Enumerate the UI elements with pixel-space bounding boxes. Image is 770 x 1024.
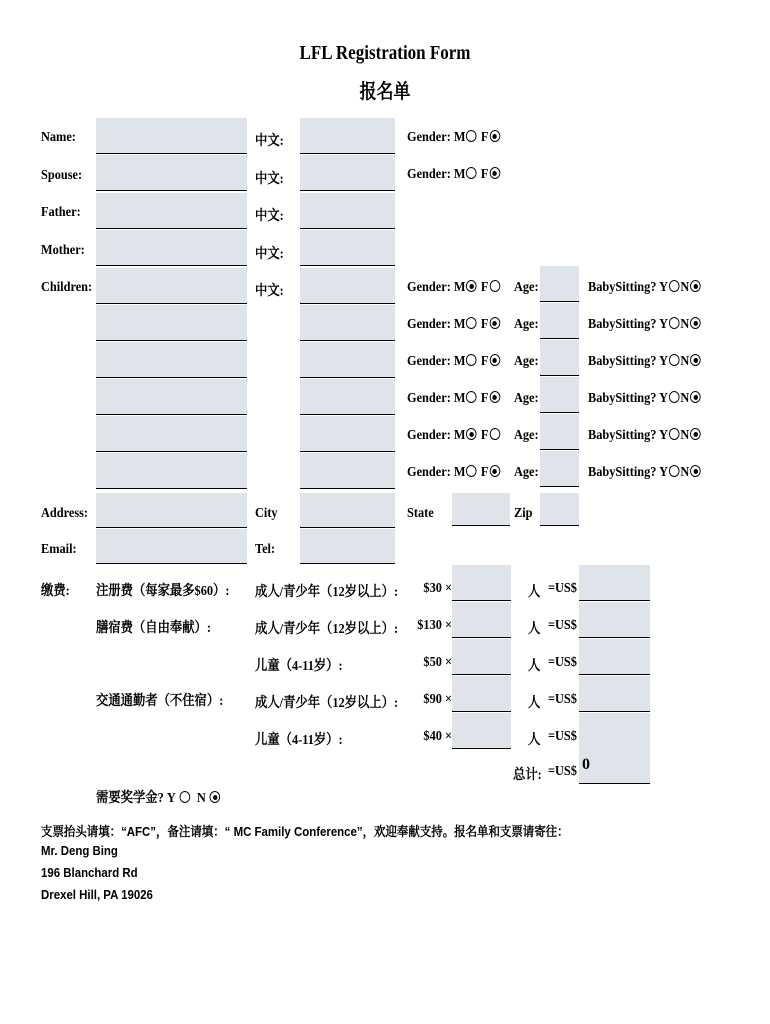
babysitting-n-radio[interactable] bbox=[690, 280, 701, 292]
babysitting-label: BabySitting? bbox=[588, 428, 657, 443]
fee-category-label: 儿童（4-11岁）: bbox=[255, 659, 343, 674]
age-label: Age: bbox=[514, 465, 539, 480]
babysitting-n-radio[interactable] bbox=[690, 465, 701, 477]
fee-price: $90 × bbox=[423, 692, 452, 707]
gender-m-label: M bbox=[453, 280, 466, 295]
babysitting-label: BabySitting? bbox=[588, 391, 657, 406]
tel-field[interactable] bbox=[300, 529, 395, 564]
babysitting-label: BabySitting? bbox=[588, 465, 657, 480]
babysitting-group bbox=[588, 280, 702, 296]
fee-person-label: 人 bbox=[528, 696, 541, 711]
babysitting-group bbox=[588, 317, 702, 333]
father-chinese-label: 中文: bbox=[255, 209, 284, 224]
children-chinese-label: 中文: bbox=[255, 284, 284, 299]
fee-equals-label: =US$ bbox=[548, 581, 577, 596]
babysitting-y-radio[interactable] bbox=[669, 465, 680, 477]
city-field[interactable] bbox=[300, 493, 395, 528]
footer-note: 支票抬头请填：“AFC”，备注请填：“ MC Family Conference”，欢迎奉献支持。报名单和支票请寄往： bbox=[41, 824, 569, 839]
fee-category-label: 成人/青少年（12岁以上）: bbox=[255, 585, 399, 600]
total-equals: =US$ bbox=[548, 764, 577, 779]
fee-amount-field[interactable] bbox=[579, 639, 650, 675]
mailing-name: Mr. Deng Bing bbox=[41, 843, 118, 858]
babysitting-label: BabySitting? bbox=[588, 317, 657, 332]
gender-f-radio[interactable] bbox=[489, 391, 500, 403]
fee-person-label: 人 bbox=[528, 622, 541, 637]
fee-equals-label: =US$ bbox=[548, 655, 577, 670]
fee-category-label: 儿童（4-11岁）: bbox=[255, 733, 343, 748]
child-chinese-field[interactable] bbox=[300, 416, 395, 452]
fee-category-label: 成人/青少年（12岁以上）: bbox=[255, 622, 399, 637]
babysitting-label: BabySitting? bbox=[588, 354, 657, 369]
gender-label: Gender: bbox=[407, 317, 451, 332]
babysitting-n-radio[interactable] bbox=[690, 428, 701, 440]
city-label: City bbox=[255, 506, 278, 521]
age-label: Age: bbox=[514, 317, 539, 332]
child-gender-group bbox=[407, 465, 501, 481]
babysitting-n-label: N bbox=[680, 428, 690, 443]
gender-f-radio[interactable] bbox=[489, 280, 500, 292]
babysitting-n-label: N bbox=[680, 391, 690, 406]
fee-amount-field[interactable] bbox=[579, 565, 650, 601]
gender-f-radio[interactable] bbox=[489, 130, 500, 142]
child-age-field[interactable] bbox=[540, 451, 579, 487]
scholarship-y-radio[interactable] bbox=[179, 791, 190, 803]
child-age-field[interactable] bbox=[540, 266, 579, 302]
name-gender-group bbox=[407, 130, 501, 146]
babysitting-y-label: Y bbox=[659, 465, 669, 480]
gender-f-label: F bbox=[480, 428, 489, 443]
gender-m-radio[interactable] bbox=[466, 167, 477, 179]
fee-count-field[interactable] bbox=[452, 676, 511, 712]
child-gender-group bbox=[407, 280, 501, 296]
gender-label: Gender: bbox=[407, 354, 451, 369]
babysitting-n-radio[interactable] bbox=[690, 317, 701, 329]
child-age-field[interactable] bbox=[540, 340, 579, 376]
name-chinese-label: 中文: bbox=[255, 134, 284, 149]
gender-f-radio[interactable] bbox=[489, 317, 500, 329]
total-label: 总计: bbox=[513, 768, 542, 783]
spouse-field[interactable] bbox=[96, 155, 247, 191]
age-label: Age: bbox=[514, 354, 539, 369]
fee-person-label: 人 bbox=[528, 585, 541, 600]
fees-label: 缴费: bbox=[41, 584, 70, 599]
fee-category-label: 成人/青少年（12岁以上）: bbox=[255, 696, 399, 711]
gender-label: Gender: bbox=[407, 167, 451, 182]
mother-chinese-label: 中文: bbox=[255, 247, 284, 262]
mailing-city: Drexel Hill, PA 19026 bbox=[41, 887, 153, 902]
form-subtitle: 报名单 bbox=[359, 81, 411, 103]
babysitting-y-radio[interactable] bbox=[669, 317, 680, 329]
gender-label: Gender: bbox=[407, 428, 451, 443]
fee-amount-field[interactable] bbox=[579, 676, 650, 712]
babysitting-y-label: Y bbox=[659, 391, 669, 406]
gender-m-label: M bbox=[453, 465, 466, 480]
gender-label: Gender: bbox=[407, 280, 451, 295]
fee-equals-label: =US$ bbox=[548, 692, 577, 707]
babysitting-y-radio[interactable] bbox=[669, 354, 680, 366]
mother-field[interactable] bbox=[96, 230, 247, 266]
child-age-field[interactable] bbox=[540, 303, 579, 339]
gender-m-radio[interactable] bbox=[466, 354, 477, 366]
child-chinese-field[interactable] bbox=[300, 453, 395, 489]
fee-equals-label: =US$ bbox=[548, 618, 577, 633]
child-chinese-field[interactable] bbox=[300, 379, 395, 415]
age-label: Age: bbox=[514, 428, 539, 443]
gender-f-label: F bbox=[480, 130, 489, 145]
state-label: State bbox=[407, 506, 434, 521]
gender-f-label: F bbox=[480, 354, 489, 369]
address-field[interactable] bbox=[96, 493, 247, 528]
fee-equals-label: =US$ bbox=[548, 729, 577, 744]
fee-price: $130 × bbox=[417, 618, 452, 633]
gender-f-radio[interactable] bbox=[489, 428, 500, 440]
gender-m-radio[interactable] bbox=[466, 317, 477, 329]
child-chinese-field[interactable] bbox=[300, 305, 395, 341]
child-gender-group bbox=[407, 428, 501, 444]
gender-f-radio[interactable] bbox=[489, 167, 500, 179]
gender-m-label: M bbox=[453, 354, 466, 369]
child-age-field[interactable] bbox=[540, 414, 579, 450]
age-label: Age: bbox=[514, 391, 539, 406]
age-label: Age: bbox=[514, 280, 539, 295]
babysitting-n-label: N bbox=[680, 465, 690, 480]
gender-m-label: M bbox=[453, 428, 466, 443]
children-label: Children: bbox=[41, 280, 93, 295]
babysitting-group bbox=[588, 428, 702, 444]
zip-label: Zip bbox=[514, 506, 533, 521]
gender-f-label: F bbox=[480, 465, 489, 480]
babysitting-n-label: N bbox=[680, 317, 690, 332]
babysitting-n-radio[interactable] bbox=[690, 391, 701, 403]
babysitting-y-radio[interactable] bbox=[669, 428, 680, 440]
email-label: Email: bbox=[41, 542, 77, 557]
registration-fee-label: 注册费（每家最多$60）: bbox=[96, 584, 230, 599]
fee-person-label: 人 bbox=[528, 659, 541, 674]
mother-label: Mother: bbox=[41, 243, 85, 258]
babysitting-group bbox=[588, 354, 702, 370]
child-age-field[interactable] bbox=[540, 377, 579, 413]
address-label: Address: bbox=[41, 506, 89, 521]
babysitting-group bbox=[588, 391, 702, 407]
gender-m-label: M bbox=[453, 391, 466, 406]
spouse-gender-group bbox=[407, 167, 501, 183]
gender-f-radio[interactable] bbox=[489, 465, 500, 477]
fee-count-field[interactable] bbox=[452, 713, 511, 749]
gender-f-radio[interactable] bbox=[489, 354, 500, 366]
child-name-field[interactable] bbox=[96, 416, 247, 452]
babysitting-n-label: N bbox=[680, 280, 690, 295]
babysitting-n-label: N bbox=[680, 354, 690, 369]
child-chinese-field[interactable] bbox=[300, 268, 395, 304]
name-label: Name: bbox=[41, 130, 76, 145]
gender-f-label: F bbox=[480, 317, 489, 332]
babysitting-y-label: Y bbox=[659, 317, 669, 332]
total-field[interactable] bbox=[579, 748, 650, 784]
father-field[interactable] bbox=[96, 193, 247, 229]
gender-m-label: M bbox=[453, 130, 466, 145]
transport-fee-label: 交通通勤者（不住宿）: bbox=[96, 694, 224, 709]
gender-m-radio[interactable] bbox=[466, 391, 477, 403]
father-label: Father: bbox=[41, 205, 81, 220]
fee-amount-field[interactable] bbox=[579, 602, 650, 638]
babysitting-y-label: Y bbox=[659, 354, 669, 369]
scholarship-n-radio[interactable] bbox=[210, 791, 221, 803]
scholarship-n-label: N bbox=[196, 791, 206, 806]
gender-m-radio[interactable] bbox=[466, 130, 477, 142]
fee-price: $50 × bbox=[423, 655, 452, 670]
father-chinese-field[interactable] bbox=[300, 193, 395, 229]
fee-price: $30 × bbox=[423, 581, 452, 596]
gender-m-label: M bbox=[453, 317, 466, 332]
fee-count-field[interactable] bbox=[452, 565, 511, 601]
form-title: LFL Registration Form bbox=[299, 42, 471, 64]
spouse-chinese-field[interactable] bbox=[300, 155, 395, 191]
gender-label: Gender: bbox=[407, 391, 451, 406]
babysitting-group bbox=[588, 465, 702, 481]
total-value: 0 bbox=[582, 756, 590, 773]
email-field[interactable] bbox=[96, 529, 247, 564]
gender-m-label: M bbox=[453, 167, 466, 182]
gender-m-radio[interactable] bbox=[466, 428, 477, 440]
fee-person-label: 人 bbox=[528, 733, 541, 748]
child-chinese-field[interactable] bbox=[300, 342, 395, 378]
child-name-field[interactable] bbox=[96, 342, 247, 378]
child-name-field[interactable] bbox=[96, 379, 247, 415]
gender-m-radio[interactable] bbox=[466, 465, 477, 477]
gender-f-label: F bbox=[480, 391, 489, 406]
zip-field[interactable] bbox=[540, 493, 579, 526]
name-chinese-field[interactable] bbox=[300, 118, 395, 154]
babysitting-y-radio[interactable] bbox=[669, 391, 680, 403]
gender-f-label: F bbox=[480, 167, 489, 182]
babysitting-y-label: Y bbox=[659, 280, 669, 295]
fee-amount-field[interactable] bbox=[579, 713, 650, 749]
babysitting-n-radio[interactable] bbox=[690, 354, 701, 366]
mailing-street: 196 Blanchard Rd bbox=[41, 865, 138, 880]
gender-f-label: F bbox=[480, 280, 489, 295]
child-name-field[interactable] bbox=[96, 453, 247, 489]
state-field[interactable] bbox=[452, 493, 510, 526]
mother-chinese-field[interactable] bbox=[300, 230, 395, 266]
scholarship-y-label: Y bbox=[166, 791, 176, 806]
scholarship-label: 需要奖学金? bbox=[96, 791, 164, 806]
gender-label: Gender: bbox=[407, 130, 451, 145]
scholarship-group bbox=[96, 787, 221, 807]
child-gender-group bbox=[407, 354, 501, 370]
babysitting-label: BabySitting? bbox=[588, 280, 657, 295]
gender-m-radio[interactable] bbox=[466, 280, 477, 292]
fee-count-field[interactable] bbox=[452, 639, 511, 675]
spouse-label: Spouse: bbox=[41, 168, 83, 183]
child-name-field[interactable] bbox=[96, 305, 247, 341]
child-gender-group bbox=[407, 391, 501, 407]
child-name-field[interactable] bbox=[96, 268, 247, 304]
babysitting-y-label: Y bbox=[659, 428, 669, 443]
lodging-fee-label: 膳宿费（自由奉献）: bbox=[96, 621, 211, 636]
spouse-chinese-label: 中文: bbox=[255, 172, 284, 187]
babysitting-y-radio[interactable] bbox=[669, 280, 680, 292]
gender-label: Gender: bbox=[407, 465, 451, 480]
fee-count-field[interactable] bbox=[452, 602, 511, 638]
name-field[interactable] bbox=[96, 118, 247, 154]
fee-price: $40 × bbox=[423, 729, 452, 744]
tel-label: Tel: bbox=[255, 542, 276, 557]
child-gender-group bbox=[407, 317, 501, 333]
